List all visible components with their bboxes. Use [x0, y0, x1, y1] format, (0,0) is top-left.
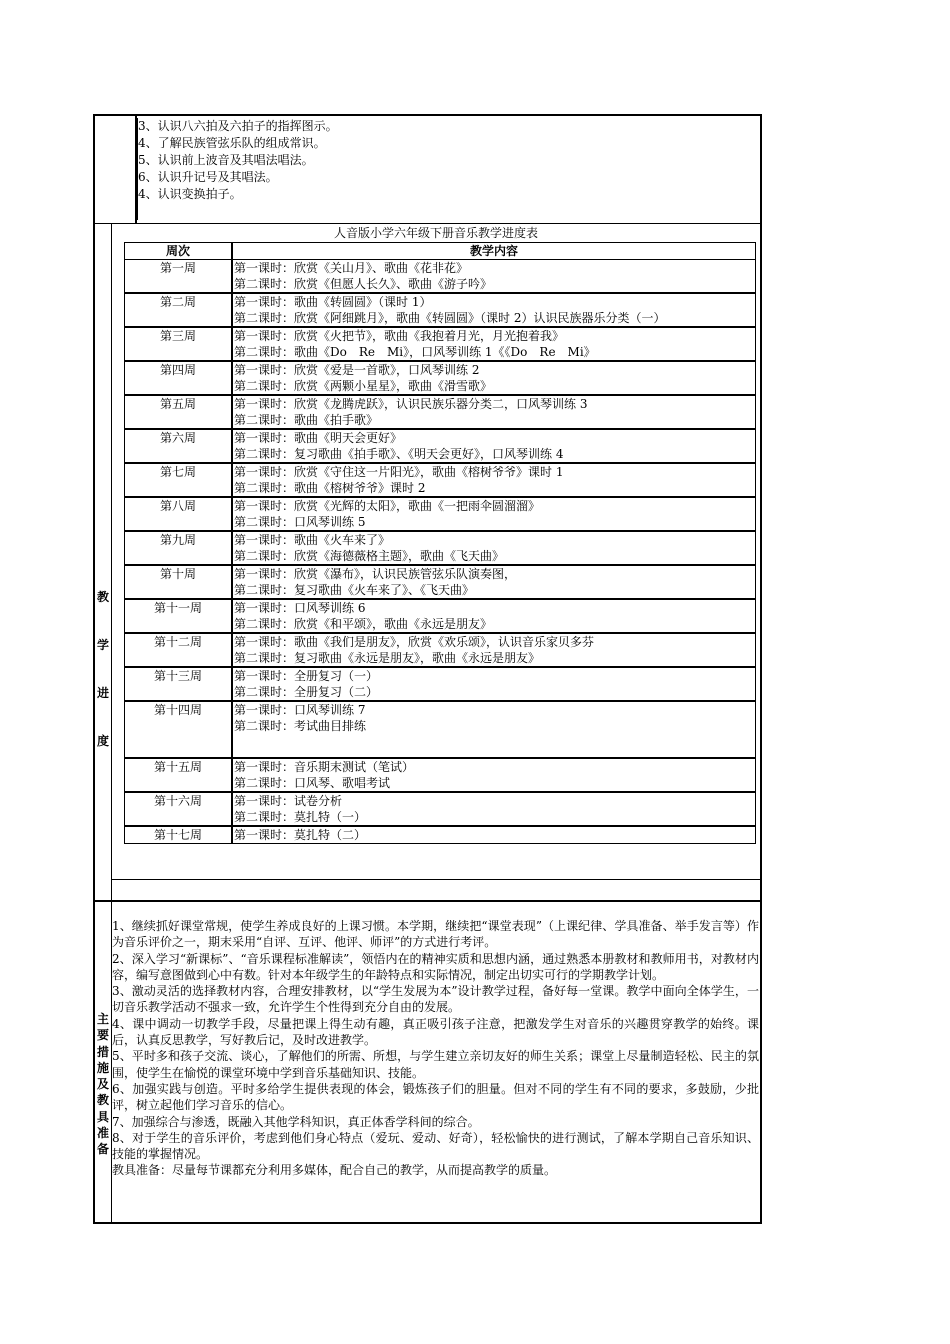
- measure-item: 教具准备：尽量每节课都充分利用多媒体，配合自己的教学，从而提高教学的质量。: [112, 1163, 557, 1178]
- content-cell: [233, 532, 755, 566]
- week-cell: 第十四周: [125, 702, 233, 759]
- lesson-one: 第一课时：欣赏《火把节》，歌曲《我抱着月光，月光抱着我》: [234, 329, 565, 343]
- measures-label-char: 及: [96, 1077, 109, 1092]
- progress-row: [95, 223, 760, 902]
- week-cell: 第十七周: [125, 827, 233, 843]
- week-cell: 第九周: [125, 532, 233, 566]
- schedule-row: [125, 759, 755, 793]
- schedule-row: [125, 702, 755, 759]
- week-cell: 第十二周: [125, 634, 233, 668]
- lesson-one: 第一课时：欣赏《龙腾虎跃》，认识民族乐器分类二，口风琴训练 3: [234, 397, 588, 411]
- measures-label-cell: [95, 902, 112, 1222]
- schedule-row: [125, 827, 755, 843]
- lesson-two: 第二课时：欣赏《但愿人长久》、歌曲《游子吟》: [234, 277, 493, 291]
- schedule-row: [125, 498, 755, 532]
- objective-item: 4、认识变换拍子。: [138, 187, 242, 201]
- schedule-title: 人音版小学六年级下册音乐教学进度表: [333, 226, 538, 240]
- lesson-two: 第二课时：复习歌曲《永远是朋友》，歌曲《永远是朋友》: [234, 651, 541, 665]
- week-cell: 第十一周: [125, 600, 233, 634]
- content-cell: [233, 566, 755, 600]
- measure-item: 4、课中调动一切教学手段，尽量把课上得生动有趣，真正吸引孩子注意，把激发学生对音乐的兴趣贯穿教学的始终。课后，认真反思教学，写好教后记，及时改进教学。: [112, 1016, 759, 1048]
- measures-label-char: 施: [96, 1060, 109, 1075]
- measures-content: [112, 918, 759, 1179]
- measures-label-char: 措: [96, 1044, 109, 1059]
- schedule-row: [125, 260, 755, 294]
- lesson-one: 第一课时：口风琴训练 7: [234, 703, 366, 717]
- content-cell: [233, 668, 755, 702]
- measure-item: 1、继续抓好课堂常规，使学生养成良好的上课习惯。本学期，继续把“课堂表现”（上课纪律、学具准备、举手发言等）作为音乐评价之一，期末采用“自评、互评、他评、师评”的方式进行考评。: [112, 919, 759, 950]
- lesson-one: 第一课时：莫扎特（二）: [234, 828, 367, 842]
- measure-item: 3、激动灵活的选择教材内容，合理安排教材，以“学生发展为本”设计教学过程，备好每一堂课。教学中面向全体学生，一切音乐教学活动不强求一致，允许学生个性得到充分自由的发展。: [112, 984, 759, 1015]
- schedule-row: [125, 328, 755, 362]
- measure-item: 5、平时多和孩子交流、谈心，了解他们的所需、所想，与学生建立亲切友好的师生关系；课堂上尽量制造轻松、民主的氛围，使学生在愉悦的课堂环境中学到音乐基础知识、技能。: [112, 1049, 759, 1080]
- objective-item: 4、了解民族管弦乐队的组成常识。: [138, 136, 326, 150]
- lesson-one: 第一课时：试卷分析: [234, 794, 343, 808]
- measure-item: 7、加强综合与渗透，既融入其他学科知识，真正体香学科间的综合。: [112, 1114, 480, 1129]
- objective-item: 6、认识升记号及其唱法。: [138, 170, 278, 184]
- objectives-label-cell: [95, 116, 137, 223]
- objectives-list: [137, 118, 758, 220]
- lesson-one: 第一课时：欣赏《关山月》、歌曲《花非花》: [234, 261, 469, 275]
- lesson-one: 第一课时：口风琴训练 6: [234, 601, 366, 615]
- week-cell: 第七周: [125, 464, 233, 498]
- schedule-row: [125, 396, 755, 430]
- lesson-two: 第二课时：歌曲《拍手歌》: [234, 413, 379, 427]
- content-cell: [233, 260, 755, 294]
- lesson-one: 第一课时：音乐期末测试（笔试）: [234, 760, 415, 774]
- measures-row: [95, 902, 760, 1222]
- progress-label-cell: [95, 223, 112, 900]
- week-cell: 第八周: [125, 498, 233, 532]
- schedule-row: [125, 634, 755, 668]
- progress-label-char: 学: [96, 638, 109, 652]
- measure-item: 6、加强实践与创造。平时多给学生提供表现的体会，锻炼孩子们的胆量。但对不同的学生有不同的要求，多鼓励，少批评，树立起他们学习音乐的信心。: [112, 1081, 759, 1113]
- content-cell: [233, 759, 755, 793]
- lesson-two: 第二课时：全册复习（二）: [234, 685, 379, 699]
- lesson-two: 第二课时：复习歌曲《火车来了》、《飞天曲》: [234, 583, 475, 597]
- schedule-row: [125, 362, 755, 396]
- lesson-two: 第二课时：口风琴训练 5: [234, 515, 366, 529]
- measure-item: 8、对于学生的音乐评价，考虑到他们身心特点（爱玩、爱动、好奇），轻松愉快的进行测试，了解本学期自己音乐知识、技能的掌握情况。: [112, 1130, 759, 1162]
- lesson-one: 第一课时：歌曲《火车来了》: [234, 533, 391, 547]
- objective-item: 3、认识八六拍及六拍子的指挥图示。: [138, 119, 338, 133]
- schedule-area: [112, 223, 760, 900]
- schedule-bottom-band: [112, 879, 760, 901]
- lesson-one: 第一课时：欣赏《爱是一首歌》，口风琴训练 2: [234, 363, 480, 377]
- content-cell: [233, 294, 755, 328]
- lesson-two: 第二课时：口风琴、歌唱考试: [234, 776, 391, 790]
- week-cell: 第十六周: [125, 793, 233, 827]
- week-column-header: 周次: [125, 243, 233, 260]
- week-cell: 第十五周: [125, 759, 233, 793]
- content-cell: [233, 793, 755, 827]
- measures-label-char: 准: [96, 1126, 109, 1141]
- objective-item: 5、认识前上波音及其唱法唱法。: [138, 153, 314, 167]
- schedule-row: [125, 668, 755, 702]
- content-cell: [233, 827, 755, 843]
- measures-label-char: 教: [96, 1093, 109, 1108]
- week-cell: 第四周: [125, 362, 233, 396]
- measures-label-char: 备: [96, 1142, 109, 1157]
- content-cell: [233, 464, 755, 498]
- week-cell: 第三周: [125, 328, 233, 362]
- content-cell: [233, 430, 755, 464]
- schedule-row: [125, 566, 755, 600]
- content-cell: [233, 702, 755, 759]
- week-cell: 第六周: [125, 430, 233, 464]
- content-column-header: 教学内容: [233, 243, 755, 260]
- schedule-row: [125, 294, 755, 328]
- lesson-one: 第一课时：欣赏《守住这一片阳光》，歌曲《榕树爷爷》课时 1: [234, 465, 564, 479]
- content-cell: [233, 328, 755, 362]
- schedule-row: [125, 464, 755, 498]
- schedule-row: [125, 532, 755, 566]
- measures-label-char: 具: [96, 1109, 109, 1124]
- progress-label-char: 度: [96, 734, 109, 748]
- lesson-two: 第二课时：复习歌曲《拍手歌》、《明天会更好》，口风琴训练 4: [234, 447, 564, 461]
- week-cell: 第五周: [125, 396, 233, 430]
- schedule-row: [125, 430, 755, 464]
- measures-label: [95, 1011, 111, 1158]
- week-cell: 第十周: [125, 566, 233, 600]
- measures-label-char: 要: [96, 1028, 109, 1043]
- lesson-two: 第二课时：歌曲《Do Re Mi》，口风琴训练 1《《Do Re Mi》: [234, 345, 596, 359]
- lesson-two: 第二课时：欣赏《和平颂》，歌曲《永远是朋友》: [234, 617, 493, 631]
- lesson-one: 第一课时：欣赏《光辉的太阳》，歌曲《一把雨伞圆溜溜》: [234, 499, 541, 513]
- lesson-one: 第一课时：歌曲《明天会更好》: [234, 431, 403, 445]
- content-cell: [233, 362, 755, 396]
- schedule-row: [125, 600, 755, 634]
- content-cell: [233, 634, 755, 668]
- objectives-row: [95, 116, 760, 224]
- week-cell: 第十三周: [125, 668, 233, 702]
- lesson-one: 第一课时：歌曲《转圆圆》（课时 1）: [234, 295, 432, 309]
- content-cell: [233, 396, 755, 430]
- lesson-two: 第二课时：欣赏《两颗小星星》，歌曲《滑雪歌》: [234, 379, 493, 393]
- content-cell: [233, 600, 755, 634]
- progress-label-char: 教: [96, 590, 109, 604]
- week-cell: 第一周: [125, 260, 233, 294]
- schedule-row: [125, 793, 755, 827]
- content-cell: [233, 498, 755, 532]
- measure-item: 2、深入学习“新课标”、“音乐课程标准解读”，领悟内在的精神实质和思想内涵，通过熟悉本册教材和教师用书，对教材内容，编写意图做到心中有数。针对本年级学生的年龄特点和实际情况，制定出切实可行的学期教学计划。: [112, 951, 759, 982]
- lesson-two: 第二课时：欣赏《阿细跳月》，歌曲《转圆圆》（课时 2）认识民族器乐分类（一）: [234, 311, 666, 325]
- lesson-two: 第二课时：莫扎特（一）: [234, 810, 367, 824]
- measures-label-char: 主: [96, 1012, 109, 1026]
- schedule-table: [124, 242, 756, 844]
- lesson-one: 第一课时：歌曲《我们是朋友》，欣赏《欢乐颂》，认识音乐家贝多芬: [234, 635, 595, 649]
- lesson-two: 第二课时：考试曲目排练: [234, 719, 367, 733]
- lesson-two: 第二课时：歌曲《榕树爷爷》课时 2: [234, 481, 426, 495]
- lesson-one: 第一课时：欣赏《瀑布》，认识民族管弦乐队演奏图，: [234, 567, 517, 581]
- week-cell: 第二周: [125, 294, 233, 328]
- plan-sheet: [93, 114, 762, 1224]
- lesson-two: 第二课时：欣赏《海德薇格主题》，歌曲《飞天曲》: [234, 549, 505, 563]
- lesson-one: 第一课时：全册复习（一）: [234, 669, 379, 683]
- progress-label-char: 进: [96, 686, 109, 700]
